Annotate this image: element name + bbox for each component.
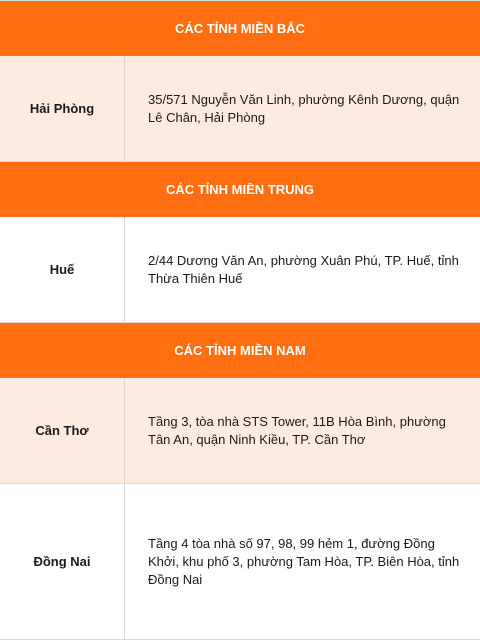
table-row-can-tho (0, 378, 480, 484)
address-text: Tầng 4 tòa nhà số 97, 98, 99 hẻm 1, đường Đồng Khởi, khu phố 3, phường Tam Hòa, TP. Biên Hòa, tỉnh Đồng Nai (148, 535, 460, 587)
table-row-hue (0, 217, 480, 323)
table-row-dong-nai (0, 484, 480, 640)
address-cell (125, 217, 480, 322)
address-cell (125, 484, 480, 639)
section-header-north (0, 1, 480, 56)
address-text: 35/571 Nguyễn Văn Linh, phường Kênh Dương, quận Lê Chân, Hải Phòng (148, 91, 460, 125)
section-header-central (0, 162, 480, 217)
table-row-hai-phong (0, 56, 480, 162)
address-cell (125, 56, 480, 161)
section-header-south (0, 323, 480, 378)
section-title-central: CÁC TỈNH MIỀN TRUNG (165, 182, 315, 197)
section-title-north: CÁC TỈNH MIỀN BẮC (175, 21, 305, 36)
city-name: Đồng Nai (0, 484, 125, 639)
address-text: 2/44 Dương Văn An, phường Xuân Phú, TP. Huế, tỉnh Thừa Thiên Huế (148, 252, 459, 286)
city-name: Cần Thơ (0, 378, 125, 483)
section-title-south: CÁC TỈNH MIỀN NAM (174, 343, 306, 358)
city-name: Huế (0, 217, 125, 322)
address-cell (125, 378, 480, 483)
address-text: Tầng 3, tòa nhà STS Tower, 11B Hòa Bình, phường Tân An, quận Ninh Kiều, TP. Cần Thơ (148, 413, 446, 447)
city-name: Hải Phòng (0, 56, 125, 161)
